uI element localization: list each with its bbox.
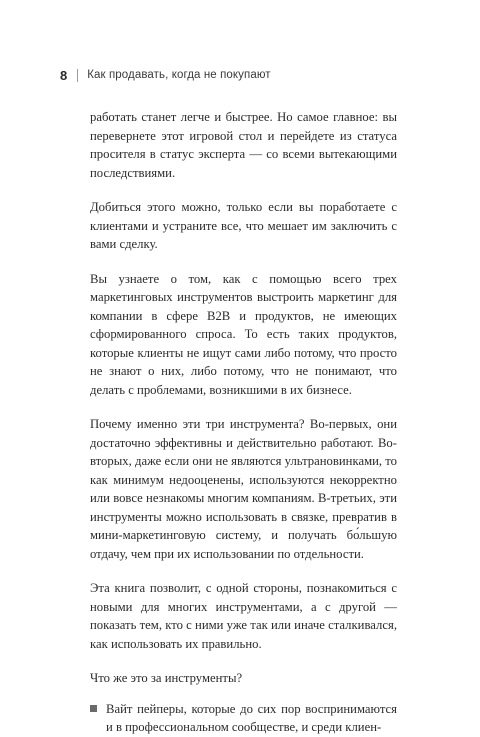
paragraph: Почему именно эти три инструмента? Во-первых, они достаточно эффективны и действительно работают. Во-вторых, даже если они не являются ультрановинками, то как минимум недооценены, используются некорректно или вовсе незнакомы многим компаниям. В-третьих, эти инструменты можно использовать в связке, превратив в мини-маркетинговую систему, и получать бо́льшую отдачу, чем при их использовании по отдельности. — [90, 417, 397, 561]
book-title: Как продавать, когда не покупают — [87, 69, 271, 81]
list-item-text: Вайт пейперы, которые до сих пор воспринимаются и в профессиональном сообществе, и среди клиен- — [106, 701, 397, 734]
square-bullet-icon — [90, 705, 97, 712]
paragraph: Добиться этого можно, только если вы поработаете с клиентами и устраните все, что мешает им заключить с вами сделку. — [90, 200, 397, 251]
bullet-list — [90, 700, 397, 737]
running-header — [60, 65, 440, 85]
page-body — [90, 108, 397, 737]
header-divider — [77, 69, 78, 82]
paragraph: работать станет легче и быстрее. Но самое главное: вы перевернете этот игровой стол и перейдете из статуса просителя в статус эксперта — со всеми вытекающими последствиями. — [90, 110, 397, 180]
paragraph: Эта книга позволит, с одной стороны, познакомиться с новыми для многих инструментами, а с другой — показать тем, кто с ними уже так или иначе сталкивался, как использовать их правильно. — [90, 581, 397, 651]
question-paragraph: Что же это за инструменты? — [90, 671, 243, 685]
page-number: 8 — [60, 67, 68, 83]
list-item — [90, 700, 397, 737]
paragraph: Вы узнаете о том, как с помощью всего трех маркетинговых инструментов выстроить маркетинг для компании в сфере B2B и продуктов, не имеющих сформированного спроса. То есть таких продуктов, которые клиенты не ищут сами либо потому, что просто не знают о них, либо потому, что не понимают, что делать с проблемами, возникшими в их бизнесе. — [90, 271, 397, 397]
